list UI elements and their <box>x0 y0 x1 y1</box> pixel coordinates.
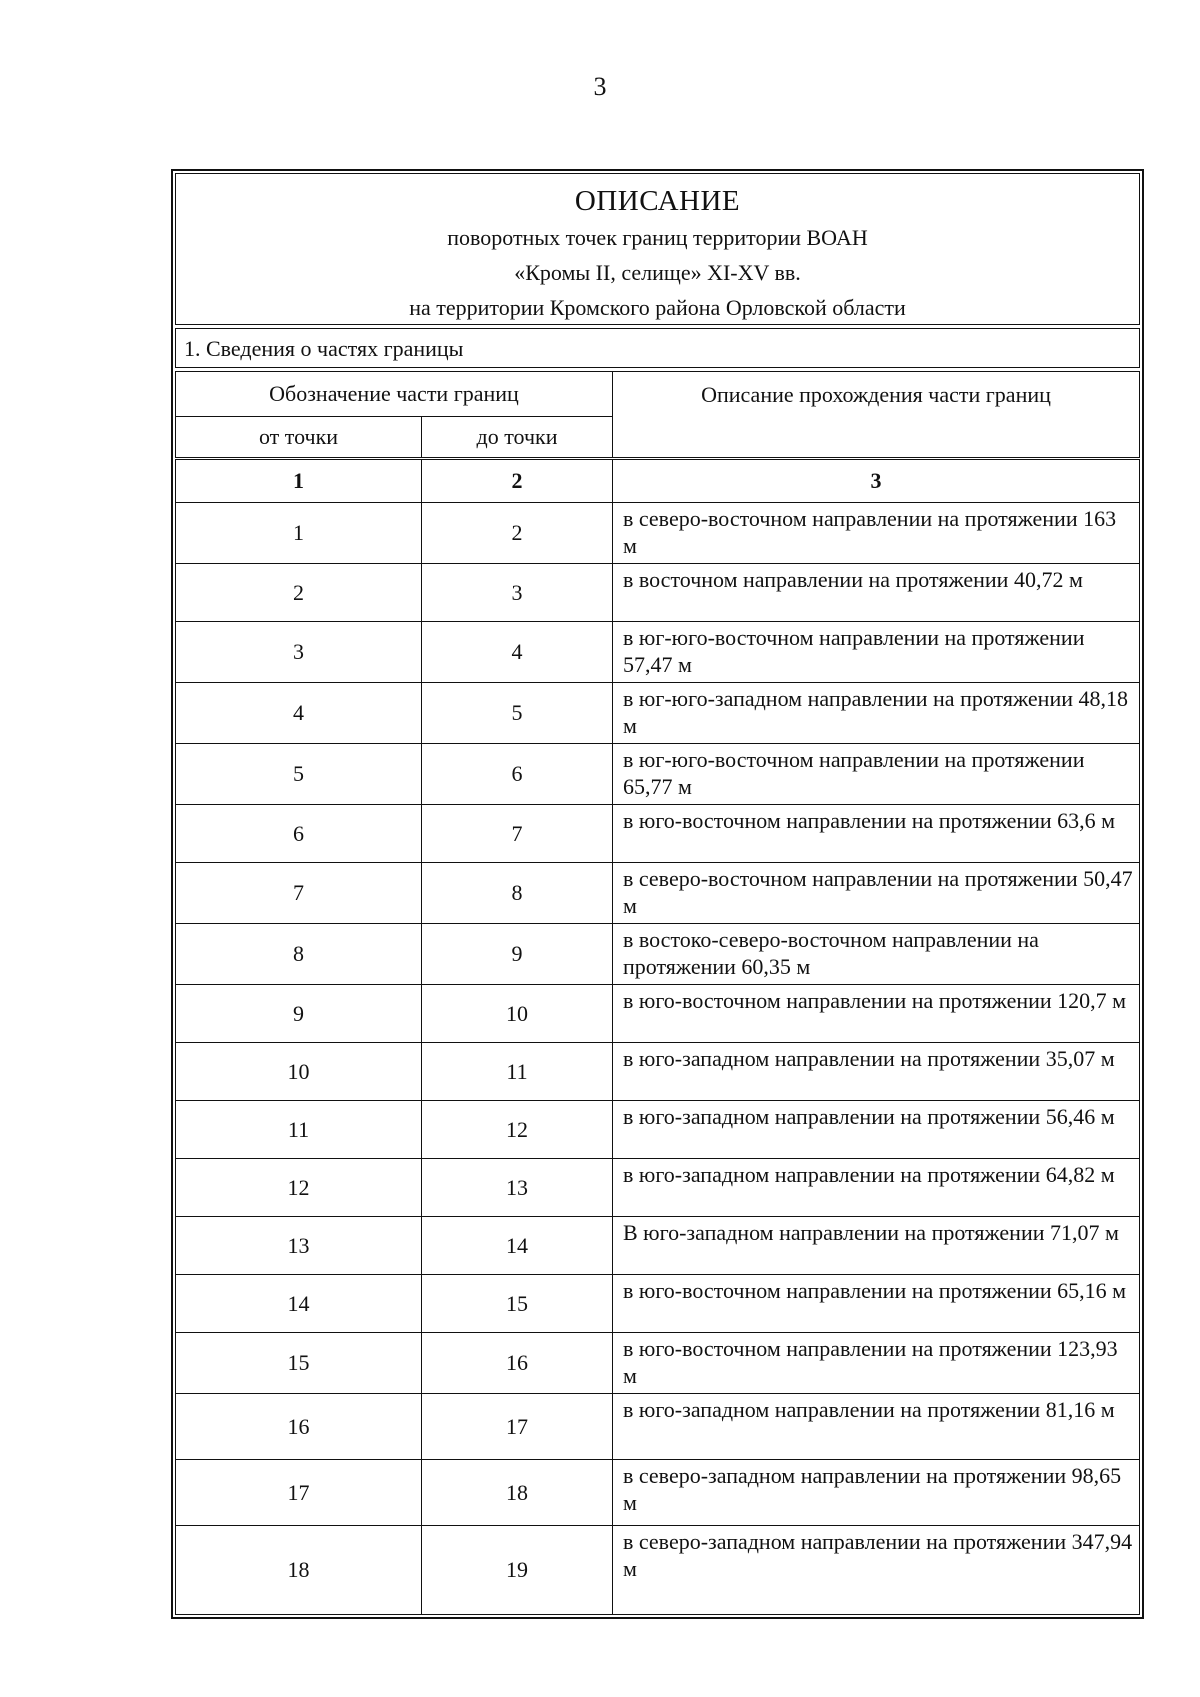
cell-from-point: 8 <box>176 924 422 985</box>
cell-from-point: 12 <box>176 1159 422 1217</box>
cell-to-point: 16 <box>422 1333 613 1394</box>
table-body <box>176 503 1140 1615</box>
title-line-1: поворотных точек границ территории ВОАН <box>447 225 868 250</box>
cell-to-point: 17 <box>422 1394 613 1460</box>
table-row <box>176 503 1140 564</box>
cell-from-point: 13 <box>176 1217 422 1275</box>
document-frame <box>171 169 1144 1619</box>
cell-description: в северо-восточном направлении на протяжении 50,47 м <box>613 863 1140 924</box>
cell-from-point: 2 <box>176 564 422 622</box>
cell-to-point: 14 <box>422 1217 613 1275</box>
table-row <box>176 1275 1140 1333</box>
cell-description: в юг-юго-восточном направлении на протяжении 57,47 м <box>613 622 1140 683</box>
table-row <box>176 805 1140 863</box>
cell-to-point: 12 <box>422 1101 613 1159</box>
table-row <box>176 863 1140 924</box>
cell-description: в северо-западном направлении на протяжении 347,94 м <box>613 1526 1140 1615</box>
boundary-table <box>175 371 1140 1615</box>
table-row <box>176 564 1140 622</box>
cell-from-point: 11 <box>176 1101 422 1159</box>
cell-to-point: 15 <box>422 1275 613 1333</box>
header-description: Описание прохождения части границ <box>613 372 1140 459</box>
cell-description: в юг-юго-западном направлении на протяжении 48,18 м <box>613 683 1140 744</box>
table-row <box>176 683 1140 744</box>
cell-to-point: 4 <box>422 622 613 683</box>
cell-to-point: 9 <box>422 924 613 985</box>
header-from: от точки <box>176 417 422 459</box>
cell-description: в юго-западном направлении на протяжении 56,46 м <box>613 1101 1140 1159</box>
table-row <box>176 622 1140 683</box>
cell-to-point: 18 <box>422 1460 613 1526</box>
title-block <box>175 173 1140 325</box>
cell-description: в северо-западном направлении на протяжении 98,65 м <box>613 1460 1140 1526</box>
table-row <box>176 1460 1140 1526</box>
cell-to-point: 11 <box>422 1043 613 1101</box>
cell-to-point: 7 <box>422 805 613 863</box>
cell-to-point: 6 <box>422 744 613 805</box>
cell-to-point: 8 <box>422 863 613 924</box>
cell-from-point: 16 <box>176 1394 422 1460</box>
cell-to-point: 2 <box>422 503 613 564</box>
cell-description: в юго-восточном направлении на протяжении 120,7 м <box>613 985 1140 1043</box>
cell-description: в юго-восточном направлении на протяжении 123,93 м <box>613 1333 1140 1394</box>
title-line-3: на территории Кромского района Орловской области <box>409 295 906 320</box>
cell-to-point: 10 <box>422 985 613 1043</box>
column-number-1: 1 <box>176 459 422 503</box>
cell-from-point: 18 <box>176 1526 422 1615</box>
page-number: 3 <box>593 72 607 101</box>
cell-description: В юго-западном направлении на протяжении 71,07 м <box>613 1217 1140 1275</box>
cell-description: в юго-западном направлении на протяжении 35,07 м <box>613 1043 1140 1101</box>
header-designation: Обозначение части границ <box>176 372 613 417</box>
column-number-2: 2 <box>422 459 613 503</box>
cell-from-point: 1 <box>176 503 422 564</box>
cell-to-point: 5 <box>422 683 613 744</box>
table-row <box>176 1526 1140 1615</box>
cell-from-point: 3 <box>176 622 422 683</box>
table-row <box>176 1043 1140 1101</box>
cell-from-point: 17 <box>176 1460 422 1526</box>
cell-from-point: 4 <box>176 683 422 744</box>
cell-to-point: 13 <box>422 1159 613 1217</box>
cell-from-point: 15 <box>176 1333 422 1394</box>
cell-description: в юго-восточном направлении на протяжении 63,6 м <box>613 805 1140 863</box>
cell-to-point: 3 <box>422 564 613 622</box>
cell-description: в восточном направлении на протяжении 40,72 м <box>613 564 1140 622</box>
title-line-2: «Кромы II, селище» XI-XV вв. <box>514 260 801 285</box>
table-row <box>176 1394 1140 1460</box>
cell-from-point: 9 <box>176 985 422 1043</box>
cell-to-point: 19 <box>422 1526 613 1615</box>
cell-from-point: 10 <box>176 1043 422 1101</box>
title-heading: ОПИСАНИЕ <box>574 185 741 217</box>
table-row <box>176 985 1140 1043</box>
cell-description: в востоко-северо-восточном направлении на протяжении 60,35 м <box>613 924 1140 985</box>
header-to: до точки <box>422 417 613 459</box>
cell-from-point: 5 <box>176 744 422 805</box>
cell-description: в юго-западном направлении на протяжении 81,16 м <box>613 1394 1140 1460</box>
table-row <box>176 924 1140 985</box>
cell-description: в юг-юго-восточном направлении на протяжении 65,77 м <box>613 744 1140 805</box>
cell-from-point: 7 <box>176 863 422 924</box>
cell-description: в юго-западном направлении на протяжении 64,82 м <box>613 1159 1140 1217</box>
table-row <box>176 1101 1140 1159</box>
table-row <box>176 744 1140 805</box>
cell-description: в юго-восточном направлении на протяжении 65,16 м <box>613 1275 1140 1333</box>
table-row <box>176 1159 1140 1217</box>
cell-description: в северо-восточном направлении на протяжении 163 м <box>613 503 1140 564</box>
section-heading: 1. Сведения о частях границы <box>175 328 1140 368</box>
cell-from-point: 6 <box>176 805 422 863</box>
cell-from-point: 14 <box>176 1275 422 1333</box>
column-number-3: 3 <box>613 459 1140 503</box>
table-row <box>176 1333 1140 1394</box>
table-row <box>176 1217 1140 1275</box>
